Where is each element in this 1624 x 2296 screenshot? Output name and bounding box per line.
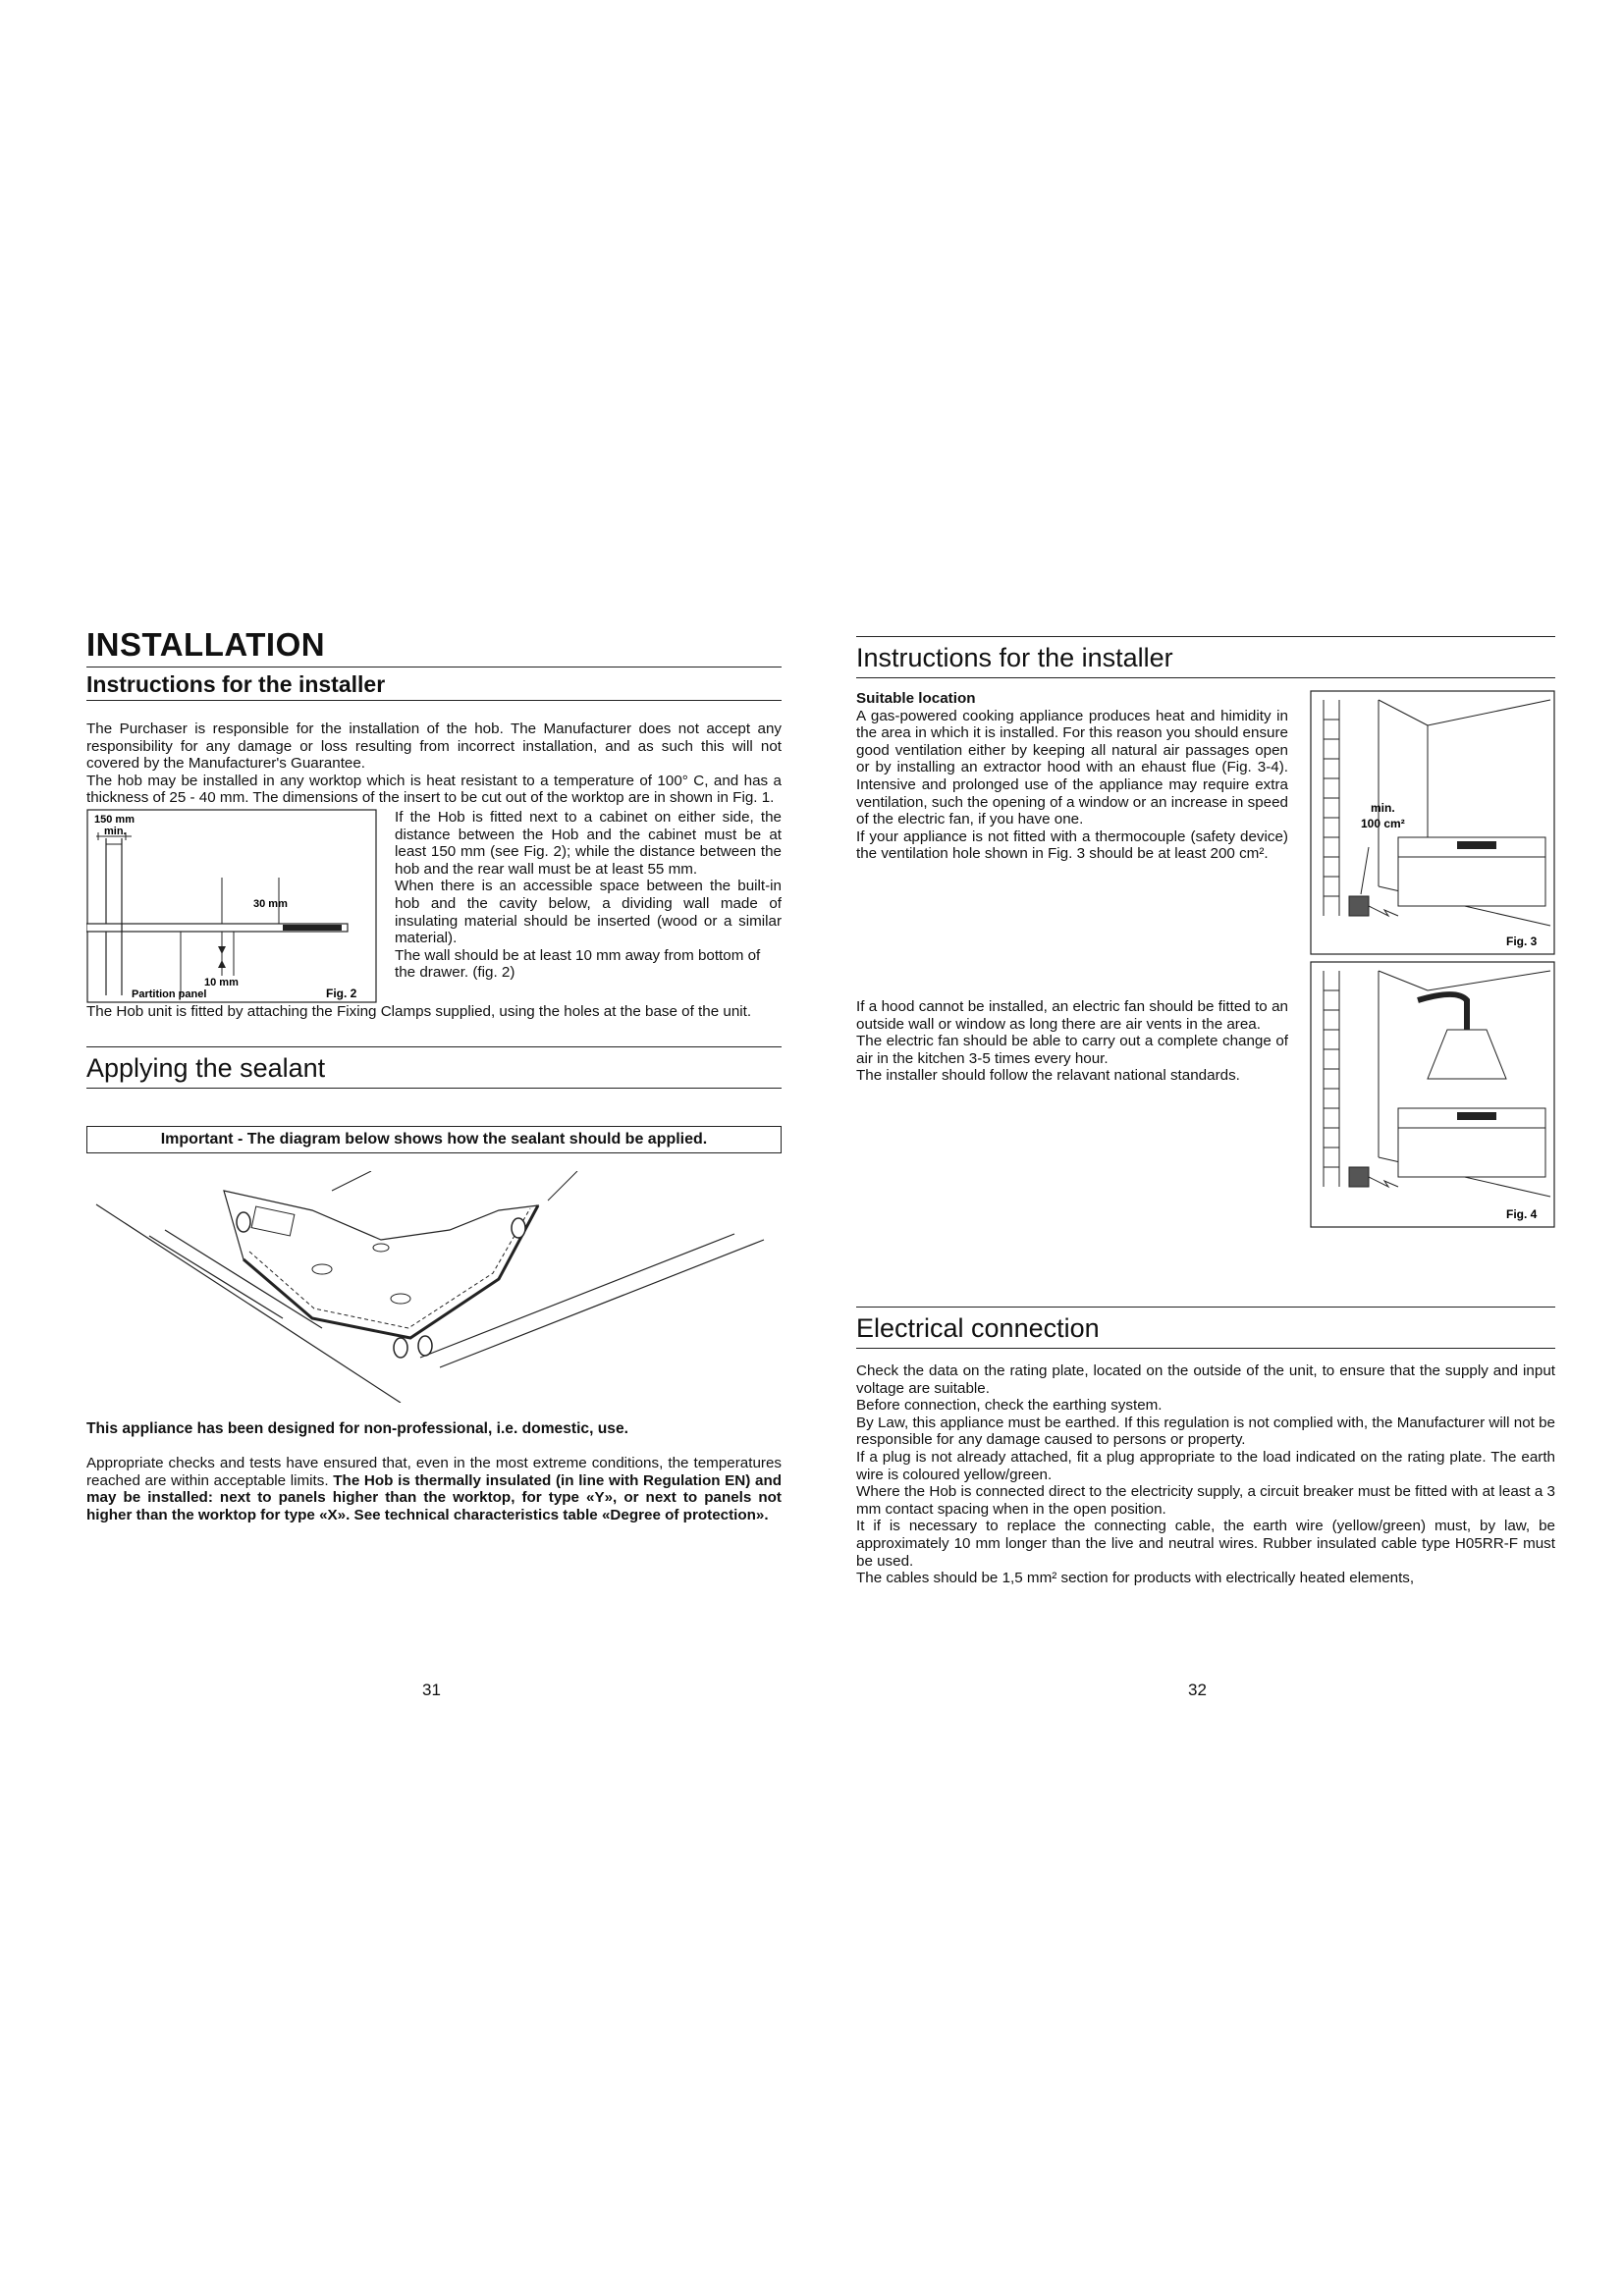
electric-fan-paragraph-2: The electric fan should be able to carry out a complete change of air in the kitchen 3-5 times every hour. <box>856 1033 1288 1067</box>
thermal-insulation-paragraph <box>86 1455 782 1523</box>
left-page <box>86 628 782 1524</box>
domestic-use-statement: This appliance has been designed for non-professional, i.e. domestic, use. <box>86 1419 628 1437</box>
fig4-caption: Fig. 4 <box>1506 1207 1538 1221</box>
electrical-text <box>856 1362 1555 1587</box>
fig3-diagram <box>1310 690 1555 955</box>
electric-fan-paragraph-3: The installer should follow the relavant national standards. <box>856 1067 1240 1085</box>
fig2-caption: Fig. 2 <box>326 986 357 1000</box>
electrical-paragraph-2: Before connection, check the earthing system. <box>856 1397 1163 1415</box>
wall-distance-paragraph: The wall should be at least 10 mm away from bottom of the drawer. (fig. 2) <box>395 946 761 982</box>
fig2-label-partition: Partition panel <box>132 988 207 1000</box>
intro-paragraph-2: The hob may be installed in any worktop which is heat resistant to a temperature of 100° C, and has a thickness of 25 - 40 mm. The dimensions of the insert to be cut out of the worktop are in shown in Fig. 1. <box>86 772 782 807</box>
fig2-label-30: 30 mm <box>253 897 288 910</box>
electrical-paragraph-3: By Law, this appliance must be earthed. If this regulation is not complied with, the Manufacturer will not be responsible for any damage caused to persons or property. <box>856 1414 1555 1449</box>
electrical-paragraph-1: Check the data on the rating plate, located on the outside of the unit, to ensure that the supply and input voltage are suitable. <box>856 1362 1555 1397</box>
fig3-area-label: 100 cm² <box>1361 817 1405 830</box>
electrical-paragraph-7: The cables should be 1,5 mm² section for products with electrically heated elements, <box>856 1570 1415 1587</box>
intro-block <box>86 721 782 807</box>
electrical-paragraph-4: If a plug is not already attached, fit a plug appropriate to the load indicated on the rating plate. The earth wire is coloured yellow/green. <box>856 1448 1555 1483</box>
suitable-location-paragraph-2: If your appliance is not fitted with a thermocouple (safety device) the ventilation hole shown in Fig. 3 should be at least 200 cm². <box>856 828 1288 863</box>
section-title-installer-right: Instructions for the installer <box>856 636 1555 678</box>
checks-bold-text: The Hob is thermally insulated (in line with Regulation EN) and may be installed: next to panels higher than the worktop, for type «Y», or next to panels not higher than the worktop for type «X». See technical characteristics table «Degree of protection». <box>86 1471 783 1523</box>
electrical-paragraph-5: Where the Hob is connected direct to the electricity supply, a circuit breaker must be fitted with at least a 3 mm contact spacing when in the open position. <box>856 1483 1555 1518</box>
suitable-location-text <box>856 690 1288 955</box>
electrical-paragraph-6: It if is necessary to replace the connecting cable, the earth wire (yellow/green) must, by law, be approximately 10 mm longer than the live and neutral wires. Rubber insulated cable type H05RR-F must be used. <box>856 1518 1555 1570</box>
section-title-installer: Instructions for the installer <box>86 667 782 698</box>
important-notice: Important - The diagram below shows how the sealant should be applied. <box>86 1126 782 1153</box>
fig4-diagram <box>1310 961 1555 1228</box>
fig3-caption: Fig. 3 <box>1506 934 1538 948</box>
page-number-right: 32 <box>1188 1681 1207 1699</box>
fig2-row <box>86 809 782 1003</box>
dividing-wall-paragraph: When there is an accessible space between the built-in hob and the cavity below, a dividing wall made of insulating material should be inserted (wood or a similar material). <box>395 878 782 947</box>
fixing-clamps-paragraph: The Hob unit is fitted by attaching the Fixing Clamps supplied, using the holes at the base of the unit. <box>86 1002 752 1020</box>
sealant-figure <box>86 1171 782 1403</box>
suitable-location-row <box>856 690 1555 955</box>
fig2-figure <box>86 809 377 1003</box>
section-title-electrical: Electrical connection <box>856 1307 1555 1349</box>
sealant-diagram <box>86 1171 782 1403</box>
electric-fan-paragraph-1: If a hood cannot be installed, an electric fan should be fitted to an outside wall or window as long there are air vents in the area. <box>856 998 1288 1033</box>
fig2-label-150: 150 mm <box>94 813 135 826</box>
right-page <box>856 636 1555 1587</box>
fig2-side-text <box>395 809 782 1003</box>
intro-paragraph-1: The Purchaser is responsible for the installation of the hob. The Manufacturer does not accept any responsibility for any damage or loss resulting from incorrect installation, and as such this will not covered by the Manufacturer's Guarantee. <box>86 721 782 773</box>
cabinet-paragraph: If the Hob is fitted next to a cabinet on either side, the distance between the Hob and the cabinet must be at least 150 mm (see Fig. 2); while the distance between the hob and the rear wall must be at least 55 mm. <box>395 808 782 878</box>
page-title: INSTALLATION <box>86 626 326 663</box>
fig3-min-label: min. <box>1371 801 1395 815</box>
section-title-sealant: Applying the sealant <box>86 1046 782 1089</box>
fig3-figure <box>1310 690 1555 955</box>
suitable-location-heading: Suitable location <box>856 690 976 707</box>
fig2-diagram <box>86 809 377 1003</box>
fig2-label-min: min. <box>104 825 127 837</box>
fig2-label-10: 10 mm <box>204 976 239 988</box>
page-number-left: 31 <box>422 1681 441 1699</box>
checks-text: Appropriate checks and tests have ensured that, even in the most extreme conditions, the temperatures reached are within acceptable limits. <box>86 1455 782 1489</box>
electric-fan-text <box>856 961 1288 1228</box>
electric-fan-row <box>856 961 1555 1228</box>
fig4-figure <box>1310 961 1555 1228</box>
suitable-location-paragraph-1: A gas-powered cooking appliance produces heat and himidity in the area in which it is installed. For this reason you should ensure good ventilation either by keeping all natural air passages open or by installing an extractor hood with an ehaust flue (Fig. 3-4). Intensive and prolonged use of the appliance may require extra ventilation, such the opening of a window or an increase in speed of the electric fan, if you have one. <box>856 707 1288 828</box>
divider <box>86 700 782 701</box>
